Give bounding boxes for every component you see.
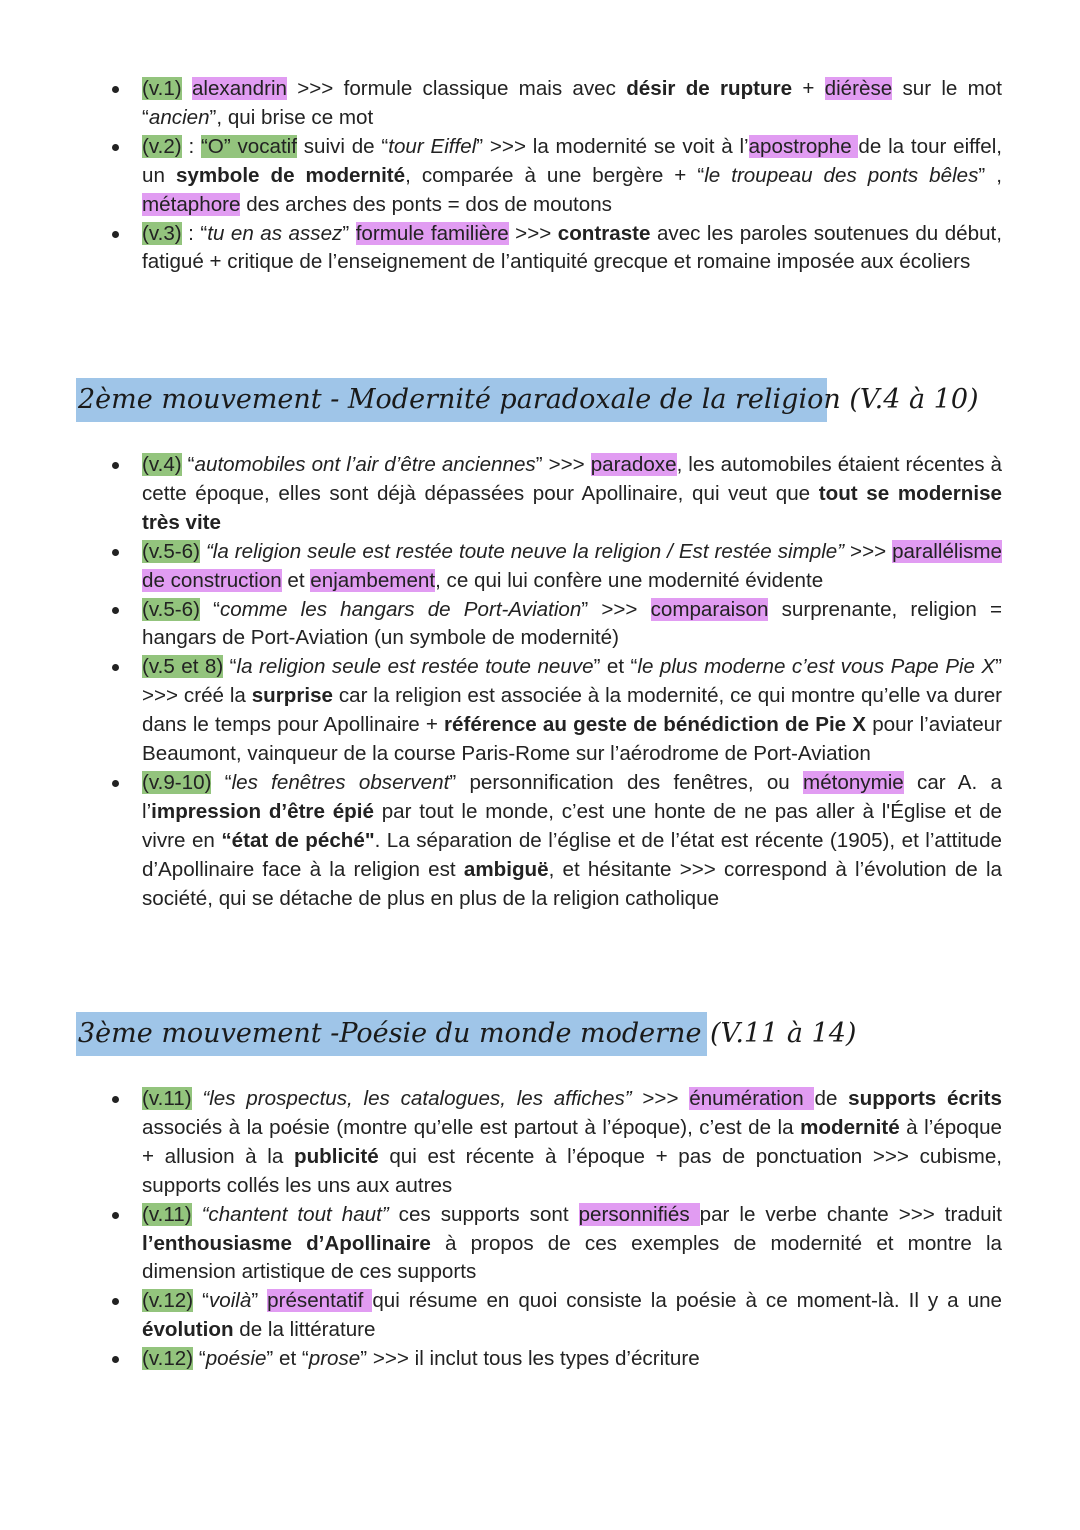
figure-term: “O” vocatif (200, 134, 297, 158)
list-item: (v.9-10) “les fenêtres observent” personnification des fenêtres, ou métonymie car A. a l’impression d’être épié par tout le monde, c’est une honte de ne pas aller à l'Église et de vivre en “état de péché". La séparation de l’église et de l’état est récente (1905), et l’attitude d’Apollinaire face à la religion est ambiguë, et hésitante >>> correspond à l’évolution de la société, qui se détache de plus en plus de la religion catholique (0, 769, 1002, 914)
figure-term: métonymie (803, 770, 904, 794)
verse-ref: (v.9-10) (142, 770, 212, 794)
section-heading-2: 2ème mouvement - Modernité paradoxale de la religion (V.4 à 10) (76, 378, 827, 422)
verse-ref: (v.1) (142, 77, 182, 100)
verse-ref: (v.12) (142, 1289, 194, 1313)
verse-ref: (v.5 et 8) (142, 655, 224, 679)
verse-ref: (v.2) (142, 134, 182, 158)
figure-term: apostrophe (748, 134, 859, 158)
verse-ref: (v.12) (142, 1347, 194, 1371)
figure-term: présentatif (267, 1289, 373, 1313)
figure-term: parallélisme de construction (142, 539, 1002, 592)
list-item: (v.2) : “O” vocatif suivi de “tour Eiffel” >>> la modernité se voit à l’apostrophe de la tour eiffel, un symbole de modernité, comparée à une bergère + “le troupeau des ponts bêles” , métaphore des arches des ponts = dos de moutons (0, 133, 1002, 220)
verse-ref: (v.5-6) (142, 539, 200, 563)
figure-term: personnifiés (578, 1202, 700, 1226)
list-item: (v.4) “automobiles ont l’air d’être anciennes” >>> paradoxe, les automobiles étaient récentes à cette époque, elles sont déjà dépassées pour Apollinaire, qui veut que tout se modernise très vite (0, 451, 1002, 538)
list-item: (v.3) : “tu en as assez” formule familière >>> contraste avec les paroles soutenues du début, fatigué + critique de l’enseignement de l’antiquité grecque et romaine imposée aux écoliers (0, 220, 1002, 278)
verse-ref: (v.11) (142, 1202, 192, 1226)
verse-ref: (v.5-6) (142, 597, 200, 621)
figure-term: énumération (689, 1087, 815, 1110)
section-1-list (0, 75, 1080, 277)
figure-term: enjambement (310, 568, 436, 592)
figure-term: paradoxe (590, 453, 677, 476)
list-item: (v.11) “les prospectus, les catalogues, les affiches” >>> énumération de supports écrits associés à la poésie (montre qu’elle est partout à l’époque), c’est de la modernité à l’époque + allusion à la publicité qui est récente à l’époque + pas de ponctuation >>> cubisme, supports collés les uns aux autres (0, 1085, 1002, 1201)
list-item: (v.5-6) “la religion seule est restée toute neuve la religion / Est restée simple” >>> parallélisme de construction et enjambement, ce qui lui confère une modernité évidente (0, 538, 1002, 596)
list-item: (v.5 et 8) “la religion seule est restée toute neuve” et “le plus moderne c’est vous Pape Pie X” >>> créé la surprise car la religion est associée à la modernité, ce qui montre qu’elle va durer dans le temps pour Apollinaire + référence au geste de bénédiction de Pie X pour l’aviateur Beaumont, vainqueur de la course Paris-Rome sur l’aérodrome de Port-Aviation (0, 653, 1002, 769)
verse-ref: (v.4) (142, 453, 182, 476)
section-3-list (0, 1085, 1080, 1374)
list-item: (v.11) “chantent tout haut” ces supports sont personnifiés par le verbe chante >>> traduit l’enthousiasme d’Apollinaire à propos de ces exemples de modernité et montre la dimension artistique de ces supports (0, 1201, 1002, 1288)
figure-term: formule familière (355, 221, 509, 245)
verse-ref: (v.3) (142, 221, 182, 245)
list-item: (v.1) alexandrin >>> formule classique mais avec désir de rupture + diérèse sur le mot “ancien”, qui brise ce mot (0, 75, 1002, 133)
figure-term: comparaison (650, 597, 769, 621)
verse-ref: (v.11) (142, 1087, 192, 1110)
figure-term: diérèse (824, 77, 893, 100)
section-2-list (0, 451, 1080, 914)
figure-term: alexandrin (191, 77, 287, 100)
figure-term: métaphore (142, 192, 241, 216)
section-heading-3: 3ème mouvement -Poésie du monde moderne (V.11 à 14) (76, 1012, 707, 1056)
list-item: (v.12) “poésie” et “prose” >>> il inclut tous les types d’écriture (0, 1345, 1002, 1374)
list-item: (v.12) “voilà” présentatif qui résume en quoi consiste la poésie à ce moment-là. Il y a une évolution de la littérature (0, 1287, 1002, 1345)
list-item: (v.5-6) “comme les hangars de Port-Aviation” >>> comparaison surprenante, religion = hangars de Port-Aviation (un symbole de modernité) (0, 596, 1002, 654)
